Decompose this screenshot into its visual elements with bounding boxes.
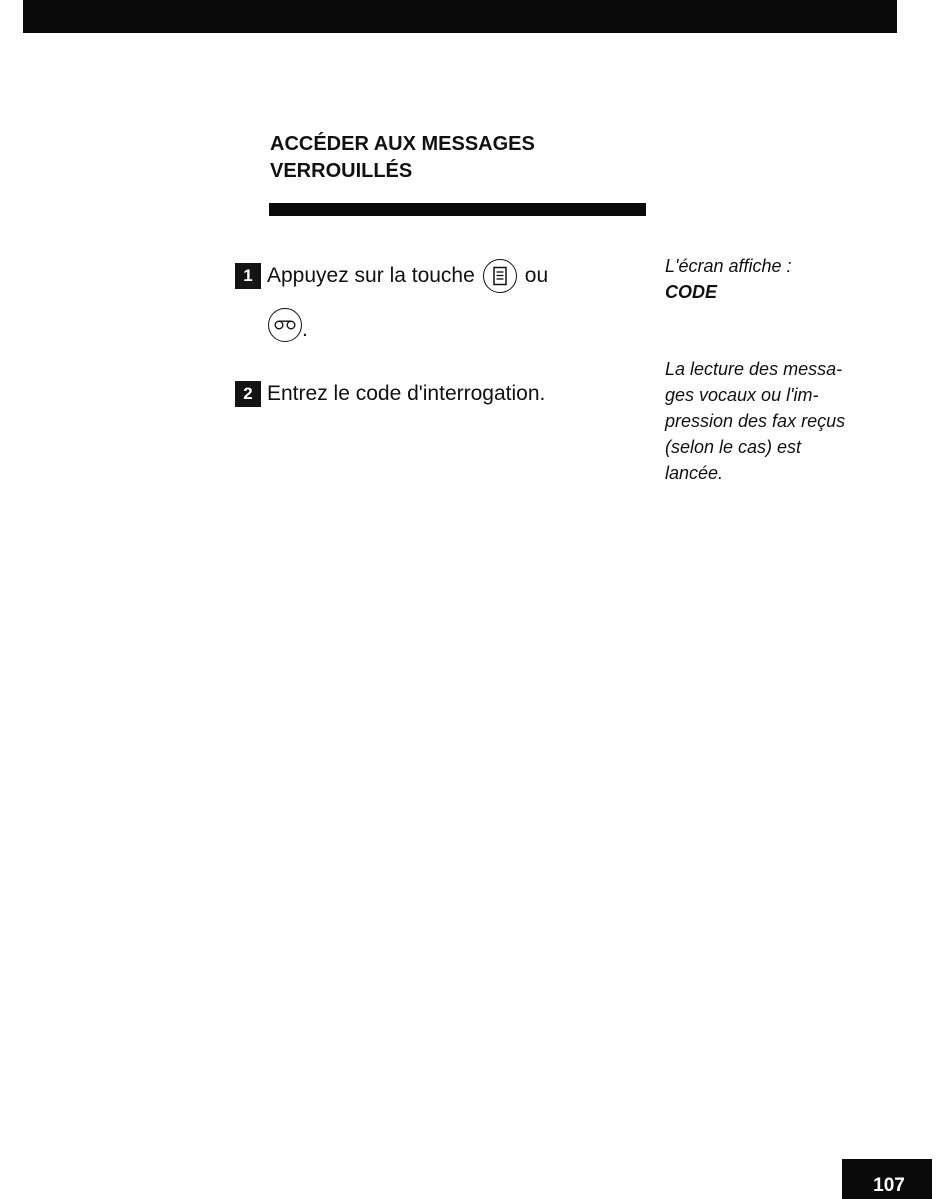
step-number-badge: 1 bbox=[235, 263, 261, 289]
section-title-line-1: ACCÉDER AUX MESSAGES bbox=[270, 133, 535, 155]
header-bar bbox=[23, 0, 897, 33]
display-note bbox=[665, 253, 905, 305]
step-1-connector: ou bbox=[524, 264, 549, 287]
page-number bbox=[842, 1159, 932, 1199]
display-note-text: L'écran affiche : bbox=[665, 256, 792, 276]
step-number-badge: 2 bbox=[235, 381, 261, 407]
playback-note-line: La lecture des messa- bbox=[665, 359, 843, 379]
playback-note-line: lancée. bbox=[665, 463, 724, 483]
cassette-key-icon bbox=[268, 308, 302, 342]
memo-key-icon bbox=[483, 259, 517, 293]
step-2 bbox=[235, 381, 545, 407]
title-underline-bar bbox=[269, 203, 646, 216]
playback-note-line: (selon le cas) est bbox=[665, 437, 802, 457]
section-title bbox=[270, 131, 650, 185]
step-1-ending: . bbox=[302, 318, 308, 341]
playback-note-line: pression des fax reçus bbox=[665, 411, 846, 431]
playback-note bbox=[665, 356, 905, 486]
step-1-text: Appuyez sur la touche bbox=[267, 264, 475, 287]
display-code: CODE bbox=[665, 282, 718, 302]
section-title-line-2: VERROUILLÉS bbox=[270, 160, 413, 182]
step-2-text: Entrez le code d'interrogation. bbox=[267, 382, 546, 405]
playback-note-line: ges vocaux ou l'im- bbox=[665, 385, 819, 405]
step-1 bbox=[235, 259, 548, 293]
page-number-text: 107 bbox=[873, 1175, 905, 1196]
step-1-continuation bbox=[268, 308, 308, 342]
